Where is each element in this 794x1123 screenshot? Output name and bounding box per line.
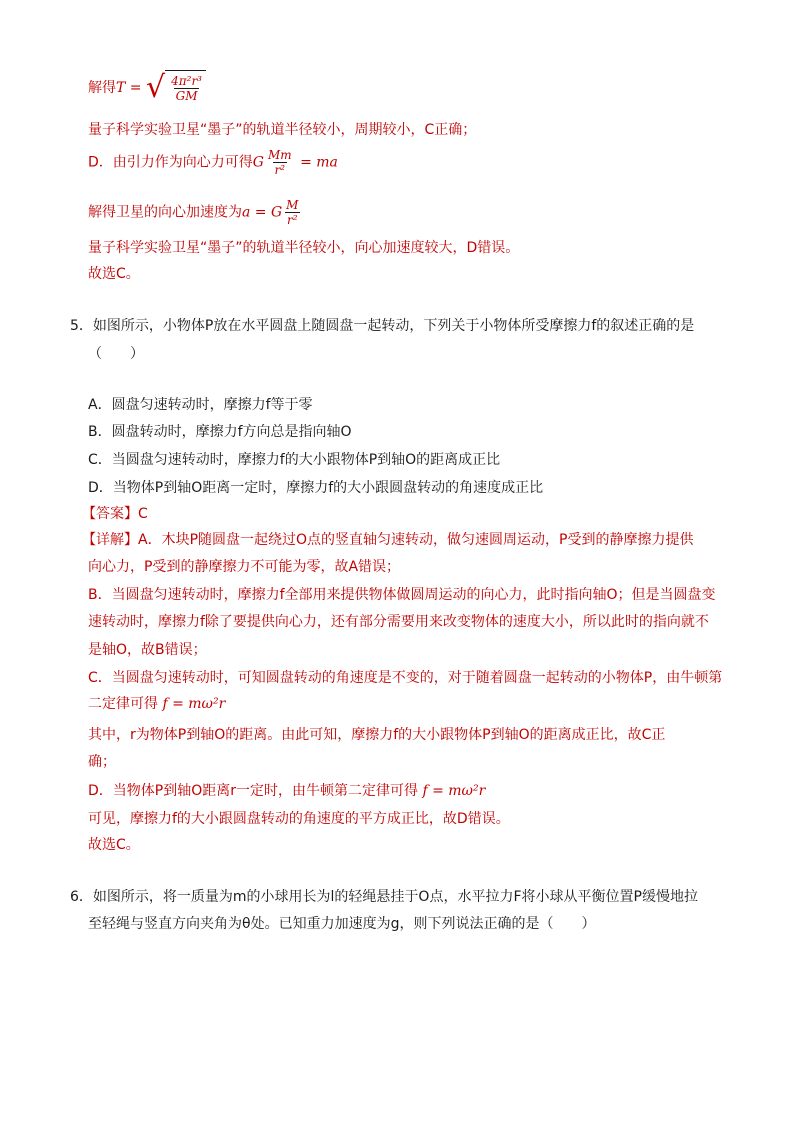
solution-line-acceleration [88,198,302,227]
math-eq: = [125,80,146,96]
text: 二定律可得 [88,696,158,712]
detail-line: 故选C。 [88,837,140,853]
fraction-denominator: GM [175,89,198,103]
math-eq: f = mω²r [422,783,486,799]
fraction-numerator: Mm [267,148,292,162]
sqrt-expression: √ $\frac{\text{4π²r³}}{GM}$ [146,70,206,106]
answer-label: 【答案】C [82,506,148,522]
text: D．由引力作为向心力可得 [88,154,253,171]
text: D．当物体P到轴O距离r一定时，由牛顿第二定律可得 [88,783,418,799]
solution-line-period [88,70,206,106]
fraction-denominator: r² [274,163,286,177]
question-6-stem-cont: 至轻绳与竖直方向夹角为θ处。已知重力加速度为g，则下列说法正确的是（ ） [88,916,596,932]
detail-line-formula [88,694,225,714]
solution-line: 故选C。 [88,266,140,282]
option-d: D．当物体P到轴O距离一定时，摩擦力f的大小跟圆盘转动的角速度成正比 [88,480,544,496]
detail-line: 【详解】A．木块P随圆盘一起绕过O点的竖直轴匀速转动，做匀速圆周运动，P受到的静摩擦力提供 [82,532,694,548]
detail-line: 确； [88,754,116,770]
detail-line: 向心力，P受到的静摩擦力不可能为零，故A错误； [88,559,401,575]
fraction-numerator: 4π²r³ [171,74,202,88]
text: 解得 [88,80,116,96]
math-var: G [252,154,264,171]
fraction-denominator: r² [287,213,298,227]
detail-line: 速转动时，摩擦力f除了要提供向心力，还有部分需要用来改变物体的速度大小，所以此时的指向就不 [88,614,709,630]
option-a: A．圆盘匀速转动时，摩擦力f等于零 [88,397,313,413]
fraction-numerator: M [286,198,299,212]
detail-line: 其中，r为物体P到轴O的距离。由此可知，摩擦力f的大小跟物体P到轴O的距离成正比，故C正 [88,727,666,743]
detail-line: B．当圆盘匀速转动时，摩擦力f全部用来提供物体做圆周运动的向心力，此时指向轴O；但是当圆盘变 [88,587,716,603]
question-6-stem: 6．如图所示，将一质量为m的小球用长为l的轻绳悬挂于O点，水平拉力F将小球从平衡位置P缓慢地拉 [70,889,698,905]
math-lhs: a = G [242,204,283,221]
solution-line: 量子科学实验卫星“墨子”的轨道半径较小，周期较小，C正确； [88,122,477,138]
math-var: T [116,80,126,96]
option-b: B．圆盘转动时，摩擦力f方向总是指向轴O [88,424,352,440]
math-rhs: = ma [295,154,338,171]
solution-line: 量子科学实验卫星“墨子”的轨道半径较小，向心加速度较大，D错误。 [88,240,520,256]
detail-line: 可见，摩擦力f的大小跟圆盘转动的角速度的平方成正比，故D错误。 [88,811,510,827]
detail-line-formula [88,781,485,801]
detail-line: 是轴O，故B错误； [88,642,207,658]
text: 解得卫星的向心加速度为 [88,204,242,221]
solution-line-gravity [88,148,338,177]
option-c: C．当圆盘匀速转动时，摩擦力f的大小跟物体P到轴O的距离成正比 [88,452,501,468]
question-5-stem: 5．如图所示，小物体P放在水平圆盘上随圆盘一起转动，下列关于小物体所受摩擦力f的叙述正确的是 [70,318,695,334]
question-5-bracket: （ ） [88,346,144,362]
math-eq: f = mω²r [162,696,226,712]
detail-line: C．当圆盘匀速转动时，可知圆盘转动的角速度是不变的，对于随着圆盘一起转动的小物体P，由牛顿第 [88,670,723,686]
